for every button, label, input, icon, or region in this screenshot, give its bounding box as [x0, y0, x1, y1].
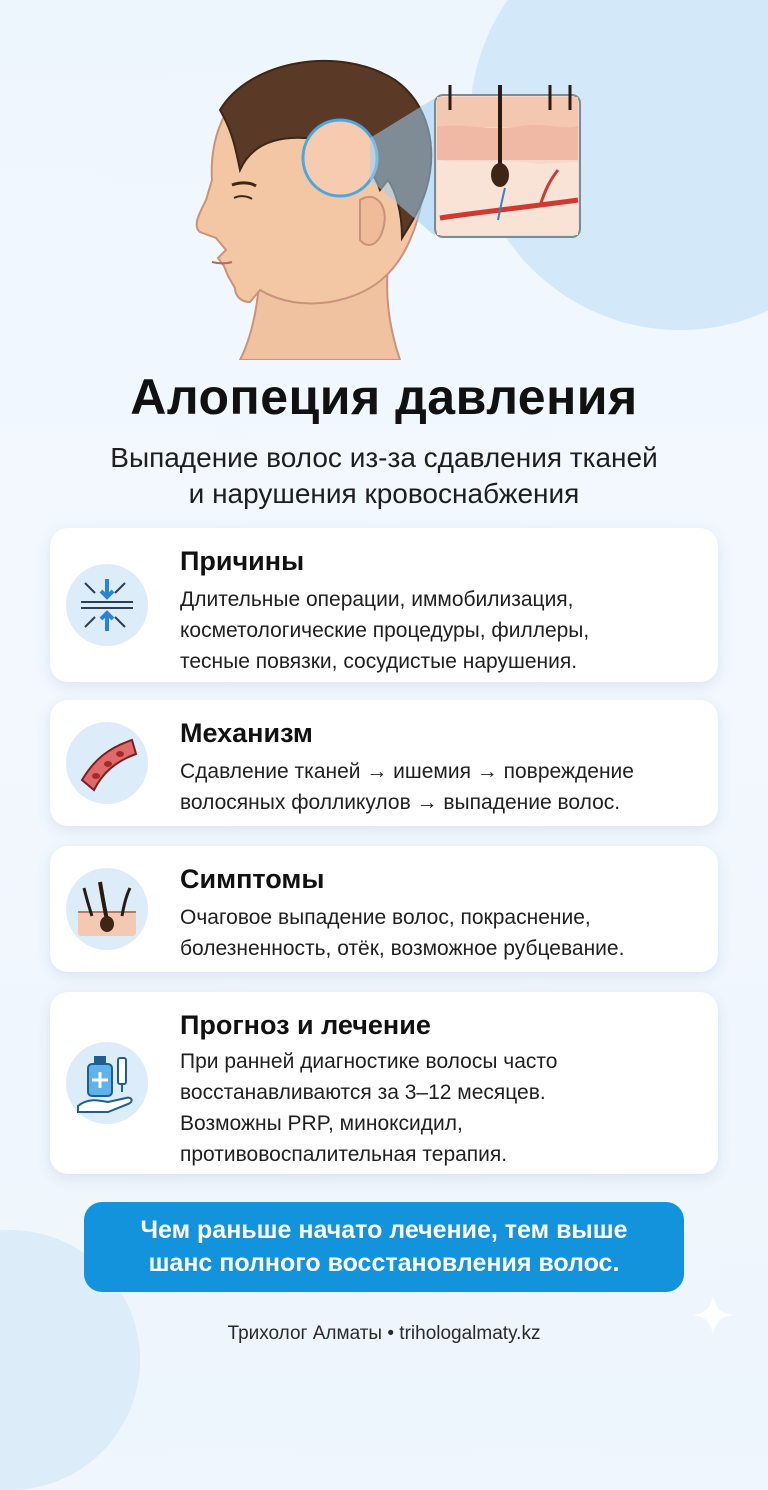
blood-vessel-icon — [66, 722, 148, 804]
card-text — [180, 1046, 704, 1170]
subtitle-line: и нарушения кровоснабжения — [188, 478, 580, 509]
cta-banner — [84, 1202, 684, 1292]
card-line: болезненность, отёк, возможное рубцевание. — [180, 937, 625, 960]
card-line: Очаговое выпадение волос, покраснение, — [180, 906, 591, 929]
card-line: Длительные операции, иммобилизация, — [180, 588, 574, 611]
card-line: противовоспалительная терапия. — [180, 1143, 508, 1166]
footer-text: Трихолог Алматы • trihologalmaty.kz — [227, 1323, 541, 1344]
card-line: косметологические процедуры, филлеры, — [180, 619, 590, 642]
subtitle-line: Выпадение волос из-за сдавления тканей — [110, 442, 658, 473]
page-title: Алопеция давления — [130, 369, 638, 425]
card-heading: Прогноз и лечение — [180, 1010, 431, 1040]
card-symptoms — [50, 846, 718, 972]
card-line: волосяных фолликулов → выпадение волос. — [180, 791, 621, 814]
card-line: Сдавление тканей → ишемия → повреждение — [180, 760, 634, 783]
card-text — [180, 902, 704, 964]
treatment-hand-icon — [66, 1042, 148, 1124]
page-subtitle — [0, 440, 768, 512]
sparkle-icon — [690, 1292, 736, 1338]
card-line: тесные повязки, сосудистые нарушения. — [180, 650, 578, 673]
card-causes — [50, 528, 718, 682]
card-heading: Механизм — [180, 718, 313, 748]
head-illustration — [140, 40, 600, 360]
cta-line: Чем раньше начато лечение, тем выше — [140, 1216, 628, 1244]
card-text — [180, 584, 704, 677]
hair-follicle-icon — [66, 868, 148, 950]
compression-arrows-icon — [66, 564, 148, 646]
card-text — [180, 756, 704, 818]
card-mechanism — [50, 700, 718, 826]
card-heading: Симптомы — [180, 864, 325, 894]
card-heading: Причины — [180, 546, 305, 576]
cta-line: шанс полного восстановления волос. — [148, 1249, 620, 1277]
card-line: При ранней диагностике волосы часто — [180, 1050, 558, 1073]
card-prognosis — [50, 992, 718, 1174]
card-line: восстанавливаются за 3–12 месяцев. — [180, 1081, 546, 1104]
card-line: Возможны PRP, миноксидил, — [180, 1112, 463, 1135]
